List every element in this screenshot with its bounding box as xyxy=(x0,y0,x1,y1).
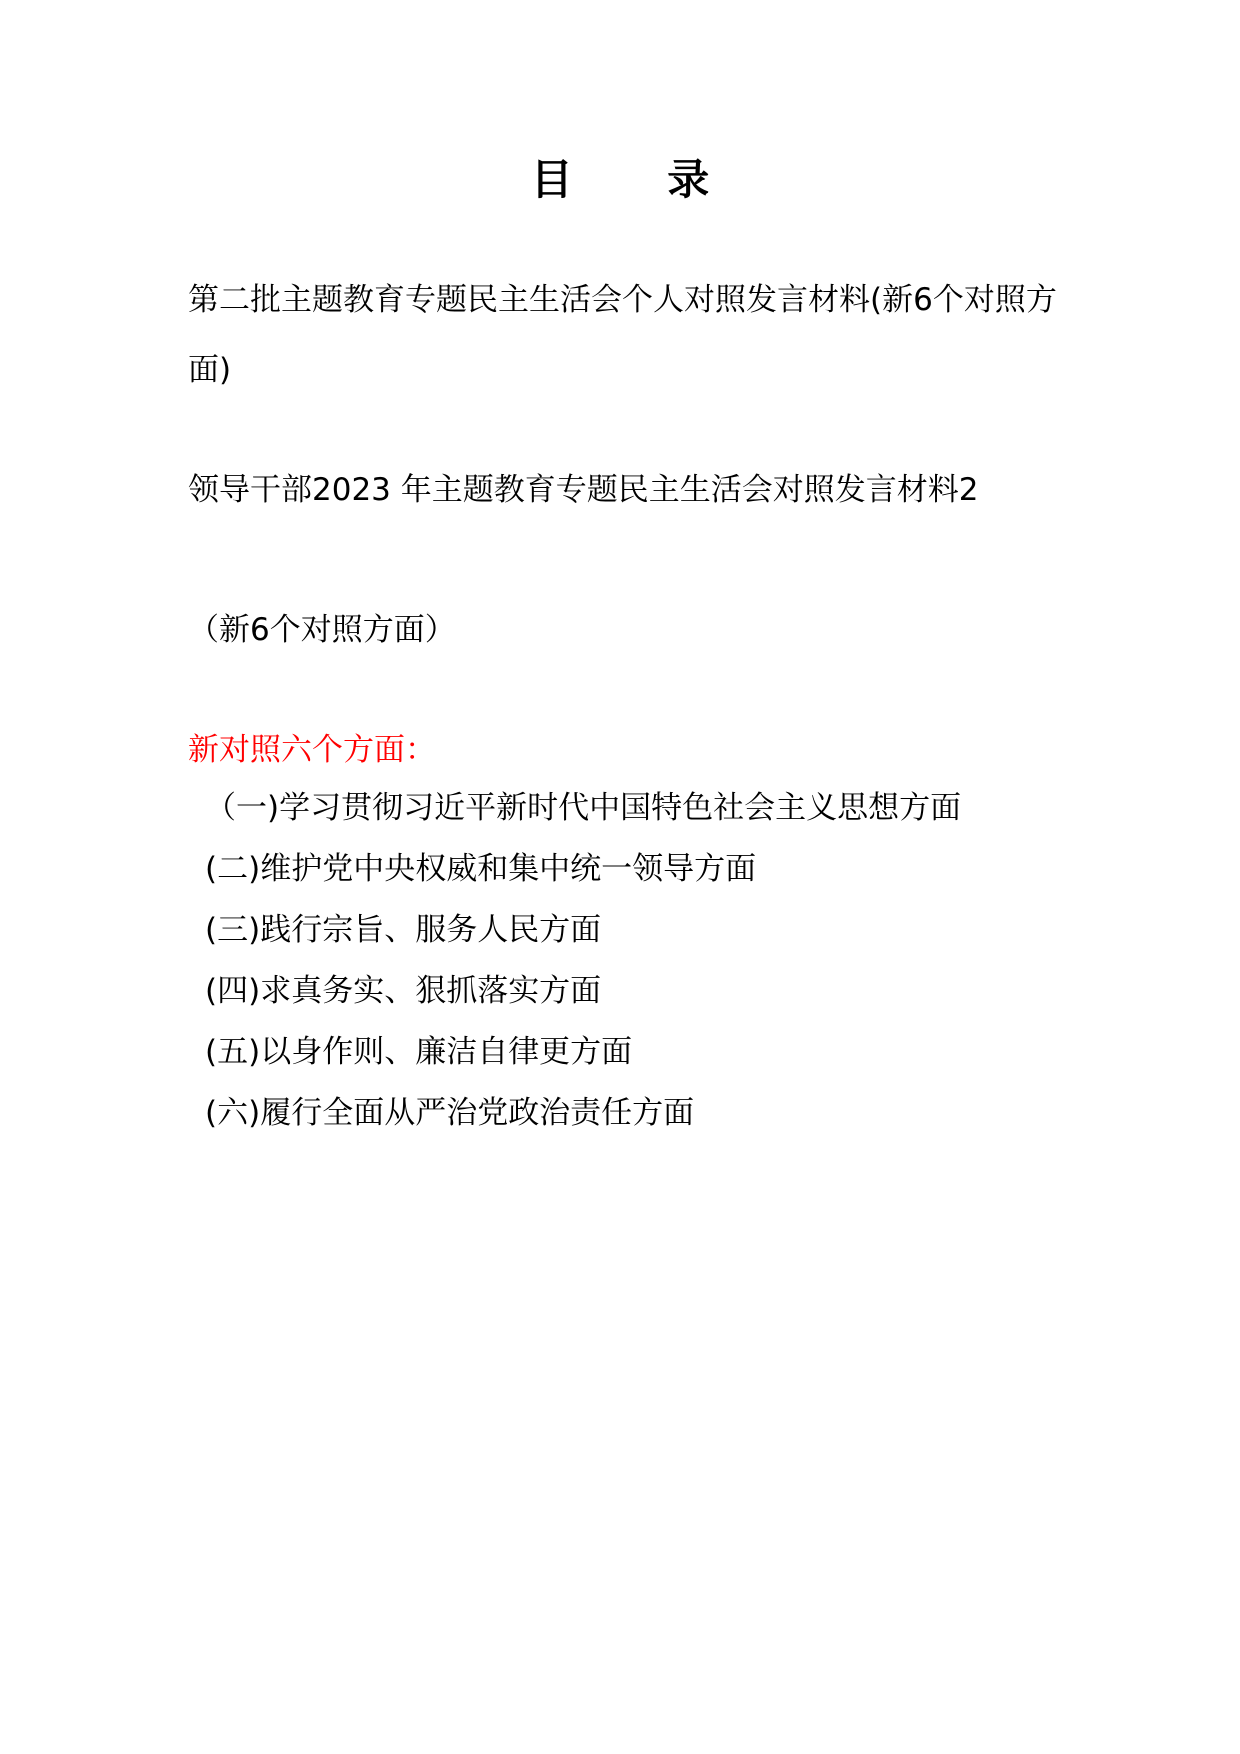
aspect-item-3: (三)践行宗旨、服务人民方面 xyxy=(205,912,602,948)
aspect-item-5: (五)以身作则、廉洁自律更方面 xyxy=(205,1034,633,1070)
toc-entry-2: 领导干部2023 年主题教育专题民主生活会对照发言材料2 xyxy=(188,472,979,508)
aspect-item-2: (二)维护党中央权威和集中统一领导方面 xyxy=(205,851,757,887)
aspect-item-4: (四)求真务实、狠抓落实方面 xyxy=(205,973,602,1009)
aspect-item-1: （一)学习贯彻习近平新时代中国特色社会主义思想方面 xyxy=(205,790,962,826)
aspects-heading: 新对照六个方面： xyxy=(188,732,436,768)
aspect-item-6: (六)履行全面从严治党政治责任方面 xyxy=(205,1095,695,1131)
page-title: 目 录 xyxy=(530,155,750,204)
toc-entry-2-subtitle: （新6个对照方面） xyxy=(188,612,456,648)
toc-entry-1: 第二批主题教育专题民主生活会个人对照发言材料(新6个对照方面) xyxy=(188,282,1057,388)
aspects-list xyxy=(205,778,961,1144)
